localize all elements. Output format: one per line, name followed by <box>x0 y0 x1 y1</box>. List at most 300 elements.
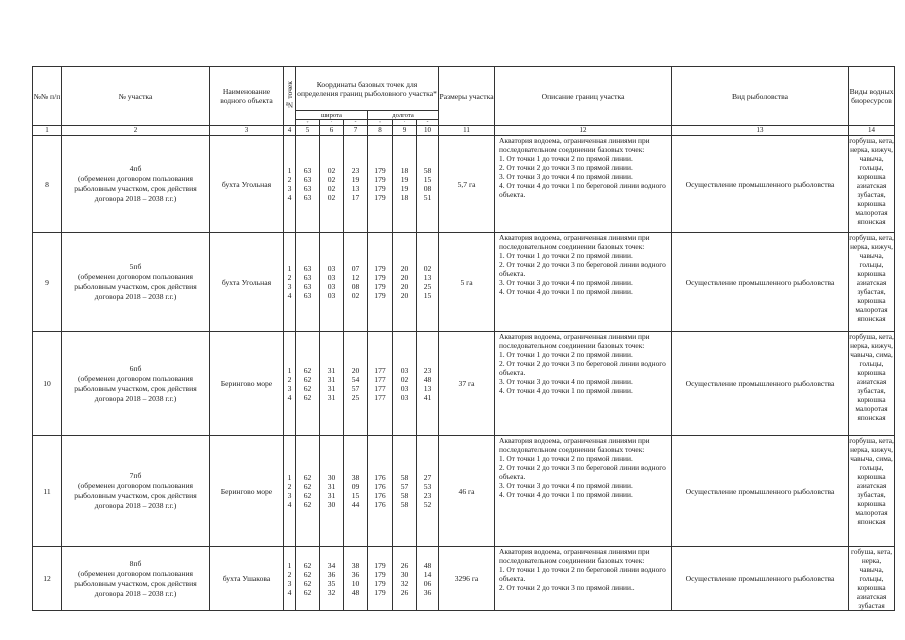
lon-minutes-value: 20 <box>400 273 409 282</box>
lat-minutes-value: 36 <box>327 569 336 579</box>
species-line: азиатская <box>856 592 887 601</box>
lat-seconds-value: 25 <box>351 392 360 402</box>
lat-seconds <box>344 547 368 611</box>
header-size: Размеры участка <box>439 67 495 126</box>
lat-minutes-value: 31 <box>327 374 336 384</box>
plot-note: (обременен договором пользования рыболовным участком, срок действия договора 2018 – 2038 г.г.) <box>74 373 197 403</box>
species-list <box>849 436 895 547</box>
lat-seconds-value: 23 <box>351 166 360 175</box>
boundary-description <box>495 332 672 436</box>
header-points-label: № точек <box>285 80 294 110</box>
column-number: 5 <box>296 126 320 136</box>
table-row <box>33 436 895 547</box>
species-line: японская <box>857 217 886 226</box>
lon-minutes-value: 03 <box>400 392 409 402</box>
description-line: 2. От точки 2 до точки 3 по береговой линии водного объекта. <box>499 359 666 377</box>
lat-seconds-value: 13 <box>351 184 360 193</box>
lon-degrees-value: 177 <box>374 365 386 375</box>
description-line: Акватория водоема, ограниченная линиями при последовательном соединении базовых точек: <box>499 332 650 350</box>
species-list <box>849 136 895 233</box>
plot-name: 7пб <box>129 471 142 480</box>
lat-minutes-value: 02 <box>327 166 336 175</box>
description-line: 2. От точки 2 до точки 3 по прямой линии. <box>499 163 633 172</box>
plot-size: 37 га <box>439 332 495 436</box>
header-description: Описание границ участка <box>495 67 672 126</box>
point-number: 3 <box>287 578 292 588</box>
lon-seconds-value: 53 <box>423 482 432 491</box>
species-line: чавыча, <box>859 154 884 163</box>
species-list <box>849 233 895 332</box>
lat-seconds-value: 10 <box>351 578 360 588</box>
species-line: нерка, кижуч, <box>850 445 893 454</box>
lon-degrees-value: 179 <box>374 587 386 597</box>
plot-size: 46 га <box>439 436 495 547</box>
lat-degrees-value: 62 <box>303 374 312 384</box>
lon-degrees-value: 179 <box>374 264 386 273</box>
lon-seconds <box>417 233 439 332</box>
lon-minutes-value: 18 <box>400 166 409 175</box>
lat-degrees-value: 63 <box>303 175 312 184</box>
description-line: 2. От точки 2 до точки 3 по береговой линии водного объекта. <box>499 260 666 278</box>
description-line: 4. От точки 4 до точки 1 по береговой линии водного объекта. <box>499 181 666 199</box>
species-line: японская <box>857 413 886 422</box>
column-number: 2 <box>62 126 210 136</box>
unit-min: ′ <box>393 120 417 126</box>
header-water-body: Наименование водного объекта <box>210 67 284 126</box>
lat-degrees-value: 62 <box>303 392 312 402</box>
lat-degrees-value: 62 <box>303 365 312 375</box>
point-number: 1 <box>287 560 292 570</box>
lat-minutes-value: 03 <box>327 282 336 291</box>
point-number: 1 <box>287 264 292 273</box>
point-number: 3 <box>287 282 292 291</box>
lat-seconds-value: 57 <box>351 383 360 393</box>
column-number: 9 <box>393 126 417 136</box>
header-fishing-type: Вид рыболовства <box>672 67 849 126</box>
unit-min: ′ <box>320 120 344 126</box>
lat-seconds-value: 08 <box>351 282 360 291</box>
species-line: японская <box>857 517 886 526</box>
lon-minutes-value: 26 <box>400 560 409 570</box>
fishing-type: Осуществление промышленного рыболовства <box>672 547 849 611</box>
lat-seconds <box>344 136 368 233</box>
description-line: Акватория водоема, ограниченная линиями при последовательном соединении базовых точек: <box>499 233 650 251</box>
plot-note: (обременен договором пользования рыболовным участком, срок действия договора 2018 – 2038 г.г.) <box>74 568 197 598</box>
lon-minutes-value: 30 <box>400 569 409 579</box>
lon-degrees <box>368 547 393 611</box>
species-line: корюшка <box>857 296 886 305</box>
lat-minutes-value: 03 <box>327 273 336 282</box>
column-number: 14 <box>849 126 895 136</box>
lat-minutes-value: 30 <box>327 500 336 509</box>
point-numbers <box>284 136 296 233</box>
lat-degrees-value: 63 <box>303 184 312 193</box>
point-number: 4 <box>287 587 292 597</box>
lon-degrees <box>368 136 393 233</box>
lon-seconds-value: 15 <box>423 175 432 184</box>
point-number: 1 <box>287 166 292 175</box>
unit-sec: ″ <box>417 120 439 126</box>
point-number: 1 <box>287 473 292 482</box>
column-number: 10 <box>417 126 439 136</box>
column-number: 11 <box>439 126 495 136</box>
description-line: 3. От точки 3 до точки 4 по прямой линии. <box>499 377 633 386</box>
water-body: бухта Угольная <box>210 233 284 332</box>
boundary-description <box>495 547 672 611</box>
lat-degrees <box>296 136 320 233</box>
species-line: малоротая <box>855 508 888 517</box>
description-line: 3. От точки 3 до точки 4 по прямой линии. <box>499 278 633 287</box>
lat-degrees-value: 62 <box>303 491 312 500</box>
point-number: 3 <box>287 184 292 193</box>
lat-degrees-value: 62 <box>303 578 312 588</box>
boundary-description <box>495 233 672 332</box>
lat-minutes <box>320 136 344 233</box>
species-line: гольцы, <box>859 574 884 583</box>
plot-name: 8пб <box>129 558 142 568</box>
lon-minutes-value: 03 <box>400 383 409 393</box>
lon-degrees-value: 179 <box>374 282 386 291</box>
lat-degrees-value: 63 <box>303 166 312 175</box>
column-number: 8 <box>368 126 393 136</box>
description-line: 2. От точки 2 до точки 3 по прямой линии.. <box>499 583 635 592</box>
species-line: корюшка <box>857 472 886 481</box>
lon-minutes-value: 26 <box>400 587 409 597</box>
boundary-description <box>495 136 672 233</box>
header-longitude: долгота <box>368 111 439 120</box>
lat-minutes-value: 32 <box>327 587 336 597</box>
lon-seconds-value: 23 <box>423 365 432 375</box>
lat-degrees-value: 62 <box>303 587 312 597</box>
lon-seconds-value: 02 <box>423 264 432 273</box>
fishing-type: Осуществление промышленного рыболовства <box>672 136 849 233</box>
column-numbers-row <box>33 126 895 136</box>
lon-minutes-value: 20 <box>400 282 409 291</box>
point-number: 4 <box>287 392 292 402</box>
description-line: 1. От точки 1 до точки 2 по прямой линии. <box>499 454 633 463</box>
species-line: малоротая <box>855 404 888 413</box>
plot-name: 4пб <box>129 164 142 173</box>
species-line: горбуша, кета, <box>849 136 894 145</box>
species-list <box>849 332 895 436</box>
table-row <box>33 332 895 436</box>
species-line: зубастая, <box>857 386 886 395</box>
row-number: 9 <box>33 233 62 332</box>
lon-minutes-value: 02 <box>400 374 409 384</box>
species-line: азиатская <box>856 481 887 490</box>
lat-seconds <box>344 332 368 436</box>
species-line: японская <box>857 314 886 323</box>
lon-seconds-value: 58 <box>423 166 432 175</box>
lon-seconds-value: 48 <box>423 560 432 570</box>
lon-seconds <box>417 436 439 547</box>
species-line: зубастая, <box>857 490 886 499</box>
lat-minutes-value: 31 <box>327 365 336 375</box>
description-line: Акватория водоема, ограниченная линиями при последовательном соединении базовых точек: <box>499 136 650 154</box>
species-line: нерка, кижуч, <box>850 341 893 350</box>
plot-name: 5пб <box>129 262 142 271</box>
lat-seconds <box>344 233 368 332</box>
fishing-type: Осуществление промышленного рыболовства <box>672 436 849 547</box>
point-number: 2 <box>287 273 292 282</box>
description-line: 3. От точки 3 до точки 4 по прямой линии. <box>499 481 633 490</box>
column-number: 13 <box>672 126 849 136</box>
lat-degrees-value: 63 <box>303 193 312 202</box>
lon-minutes <box>393 332 417 436</box>
species-line: корюшка <box>857 583 886 592</box>
lat-minutes-value: 02 <box>327 184 336 193</box>
species-line: корюшка <box>857 172 886 181</box>
lat-degrees-value: 62 <box>303 383 312 393</box>
lon-degrees-value: 176 <box>374 500 386 509</box>
description-line: 2. От точки 2 до точки 3 по береговой линии водного объекта. <box>499 463 666 481</box>
lon-seconds-value: 13 <box>423 383 432 393</box>
species-line: корюшка <box>857 368 886 377</box>
point-number: 2 <box>287 569 292 579</box>
lon-seconds-value: 06 <box>423 578 432 588</box>
table-row <box>33 136 895 233</box>
table-row <box>33 233 895 332</box>
species-line: горбуша, кета, <box>849 332 894 341</box>
point-number: 3 <box>287 383 292 393</box>
lat-degrees-value: 63 <box>303 273 312 282</box>
lat-minutes-value: 35 <box>327 578 336 588</box>
species-line: корюшка <box>857 395 886 404</box>
lon-minutes <box>393 436 417 547</box>
lon-degrees-value: 179 <box>374 578 386 588</box>
description-line: Акватория водоема, ограниченная линиями при последовательном соединении базовых точек: <box>499 436 650 454</box>
header-row <box>33 67 895 111</box>
lon-degrees-value: 177 <box>374 392 386 402</box>
column-number: 7 <box>344 126 368 136</box>
plot-cell <box>62 436 210 547</box>
row-number: 8 <box>33 136 62 233</box>
description-line: 1. От точки 1 до точки 2 по прямой линии. <box>499 251 633 260</box>
plot-size: 5 га <box>439 233 495 332</box>
lat-minutes-value: 34 <box>327 560 336 570</box>
species-line: азиатская <box>856 181 887 190</box>
lat-minutes <box>320 332 344 436</box>
lat-minutes <box>320 233 344 332</box>
point-number: 1 <box>287 365 292 375</box>
lon-degrees-value: 176 <box>374 491 386 500</box>
point-number: 4 <box>287 500 292 509</box>
point-numbers <box>284 547 296 611</box>
plot-note: (обременен договором пользования рыболовным участком, срок действия договора 2018 – 2038 г.г.) <box>74 481 197 510</box>
header-points <box>284 67 296 126</box>
point-number: 3 <box>287 491 292 500</box>
point-number: 2 <box>287 482 292 491</box>
fishing-type: Осуществление промышленного рыболовства <box>672 233 849 332</box>
lat-degrees <box>296 547 320 611</box>
point-number: 2 <box>287 175 292 184</box>
lat-degrees-value: 62 <box>303 473 312 482</box>
lon-degrees-value: 177 <box>374 383 386 393</box>
description-line: Акватория водоема, ограниченная линиями при последовательном соединении базовых точек: <box>499 547 650 565</box>
species-line: горбуша, кета, <box>849 436 894 445</box>
water-body: Берингово море <box>210 436 284 547</box>
column-number: 6 <box>320 126 344 136</box>
lon-minutes-value: 57 <box>400 482 409 491</box>
species-line: чавыча, сима, <box>850 350 893 359</box>
fishing-plots-table <box>32 66 895 611</box>
lat-seconds-value: 36 <box>351 569 360 579</box>
lon-seconds-value: 36 <box>423 587 432 597</box>
lon-seconds <box>417 332 439 436</box>
lat-seconds-value: 15 <box>351 491 360 500</box>
lon-seconds <box>417 136 439 233</box>
species-line: зубастая <box>858 601 885 610</box>
row-number: 10 <box>33 332 62 436</box>
plot-cell <box>62 547 210 611</box>
plot-cell <box>62 332 210 436</box>
lon-seconds-value: 23 <box>423 491 432 500</box>
plot-name: 6пб <box>129 363 142 373</box>
species-line: азиатская <box>856 377 887 386</box>
lon-degrees-value: 179 <box>374 273 386 282</box>
lat-minutes-value: 03 <box>327 264 336 273</box>
species-list <box>849 547 895 611</box>
lon-degrees <box>368 332 393 436</box>
species-line: зубастая, <box>857 287 886 296</box>
species-line: нерка, чавыча, <box>859 556 884 574</box>
lat-degrees-value: 62 <box>303 500 312 509</box>
lon-degrees-value: 179 <box>374 184 386 193</box>
boundary-description <box>495 436 672 547</box>
lat-minutes-value: 31 <box>327 482 336 491</box>
header-latitude: широта <box>296 111 368 120</box>
plot-size: 5,7 га <box>439 136 495 233</box>
lon-minutes-value: 03 <box>400 365 409 375</box>
lon-seconds-value: 25 <box>423 282 432 291</box>
lat-minutes-value: 02 <box>327 175 336 184</box>
species-line: гольцы, <box>859 260 884 269</box>
lon-minutes-value: 58 <box>400 500 409 509</box>
species-line: азиатская <box>856 278 887 287</box>
lon-minutes-value: 58 <box>400 491 409 500</box>
unit-deg: ° <box>368 120 393 126</box>
lon-seconds-value: 52 <box>423 500 432 509</box>
species-line: гольцы, <box>859 463 884 472</box>
lat-minutes-value: 02 <box>327 193 336 202</box>
description-line: 4. От точки 4 до точки 1 по прямой линии. <box>499 386 633 395</box>
description-line: 4. От точки 4 до точки 1 по прямой линии. <box>499 490 633 499</box>
species-line: чавыча, сима, <box>850 454 893 463</box>
lon-seconds-value: 13 <box>423 273 432 282</box>
plot-note: (обременен договором пользования рыболовным участком, срок действия договора 2018 – 2038 г.г.) <box>74 272 197 301</box>
header-plot: № участка <box>62 67 210 126</box>
lat-degrees <box>296 436 320 547</box>
lon-minutes-value: 20 <box>400 264 409 273</box>
lon-minutes-value: 32 <box>400 578 409 588</box>
lon-seconds-value: 51 <box>423 193 432 202</box>
lon-seconds <box>417 547 439 611</box>
lat-minutes-value: 31 <box>327 392 336 402</box>
lon-seconds-value: 48 <box>423 374 432 384</box>
description-line: 1. От точки 1 до точки 2 по береговой линии водного объекта. <box>499 565 666 583</box>
lon-minutes-value: 20 <box>400 291 409 300</box>
lat-seconds-value: 38 <box>351 473 360 482</box>
lat-minutes-value: 31 <box>327 383 336 393</box>
description-line: 4. От точки 4 до точки 1 по прямой линии. <box>499 287 633 296</box>
lon-minutes <box>393 233 417 332</box>
lon-degrees-value: 179 <box>374 166 386 175</box>
description-line: 1. От точки 1 до точки 2 по прямой линии. <box>499 350 633 359</box>
point-numbers <box>284 332 296 436</box>
lon-degrees <box>368 436 393 547</box>
lon-minutes-value: 19 <box>400 175 409 184</box>
lat-minutes <box>320 547 344 611</box>
lon-minutes-value: 58 <box>400 473 409 482</box>
plot-note: (обременен договором пользования рыболовным участком, срок действия договора 2018 – 2038 г.г.) <box>74 174 197 203</box>
lon-minutes <box>393 136 417 233</box>
point-number: 2 <box>287 374 292 384</box>
lat-seconds-value: 19 <box>351 175 360 184</box>
water-body: бухта Ушакова <box>210 547 284 611</box>
species-line: гольцы, <box>859 163 884 172</box>
species-line: корюшка <box>857 499 886 508</box>
species-line: малоротая <box>855 208 888 217</box>
point-number: 4 <box>287 291 292 300</box>
species-line: корюшка <box>857 199 886 208</box>
lat-seconds-value: 54 <box>351 374 360 384</box>
fishing-type: Осуществление промышленного рыболовства <box>672 332 849 436</box>
lat-minutes-value: 31 <box>327 491 336 500</box>
species-line: чавыча, <box>859 251 884 260</box>
lon-degrees-value: 179 <box>374 291 386 300</box>
lat-seconds-value: 17 <box>351 193 360 202</box>
lon-seconds-value: 41 <box>423 392 432 402</box>
lat-degrees-value: 62 <box>303 560 312 570</box>
lat-seconds-value: 02 <box>351 291 360 300</box>
lat-degrees-value: 63 <box>303 282 312 291</box>
lon-minutes-value: 19 <box>400 184 409 193</box>
description-line: 1. От точки 1 до точки 2 по прямой линии. <box>499 154 633 163</box>
lat-seconds-value: 48 <box>351 587 360 597</box>
lat-seconds-value: 09 <box>351 482 360 491</box>
lat-seconds <box>344 436 368 547</box>
lat-seconds-value: 20 <box>351 365 360 375</box>
lon-degrees <box>368 233 393 332</box>
column-number: 3 <box>210 126 284 136</box>
plot-cell <box>62 233 210 332</box>
lon-minutes <box>393 547 417 611</box>
lon-degrees-value: 176 <box>374 482 386 491</box>
lon-seconds-value: 08 <box>423 184 432 193</box>
table-row <box>33 547 895 611</box>
lon-seconds-value: 14 <box>423 569 432 579</box>
lon-minutes-value: 18 <box>400 193 409 202</box>
lat-degrees-value: 63 <box>303 291 312 300</box>
species-line: гольцы, <box>859 359 884 368</box>
header-species: Виды водных биоресурсов <box>849 67 895 126</box>
species-line: гобуша, кета, <box>851 547 893 556</box>
row-number: 12 <box>33 547 62 611</box>
species-line: зубастая, <box>857 190 886 199</box>
unit-sec: ″ <box>344 120 368 126</box>
unit-deg: ° <box>296 120 320 126</box>
point-numbers <box>284 436 296 547</box>
column-number: 12 <box>495 126 672 136</box>
lat-degrees <box>296 233 320 332</box>
lon-degrees-value: 179 <box>374 569 386 579</box>
header-num: №№ п/п <box>33 67 62 126</box>
species-line: нерка, кижуч, <box>850 145 893 154</box>
lon-degrees-value: 176 <box>374 473 386 482</box>
point-numbers <box>284 233 296 332</box>
lat-degrees-value: 62 <box>303 482 312 491</box>
lat-minutes-value: 03 <box>327 291 336 300</box>
